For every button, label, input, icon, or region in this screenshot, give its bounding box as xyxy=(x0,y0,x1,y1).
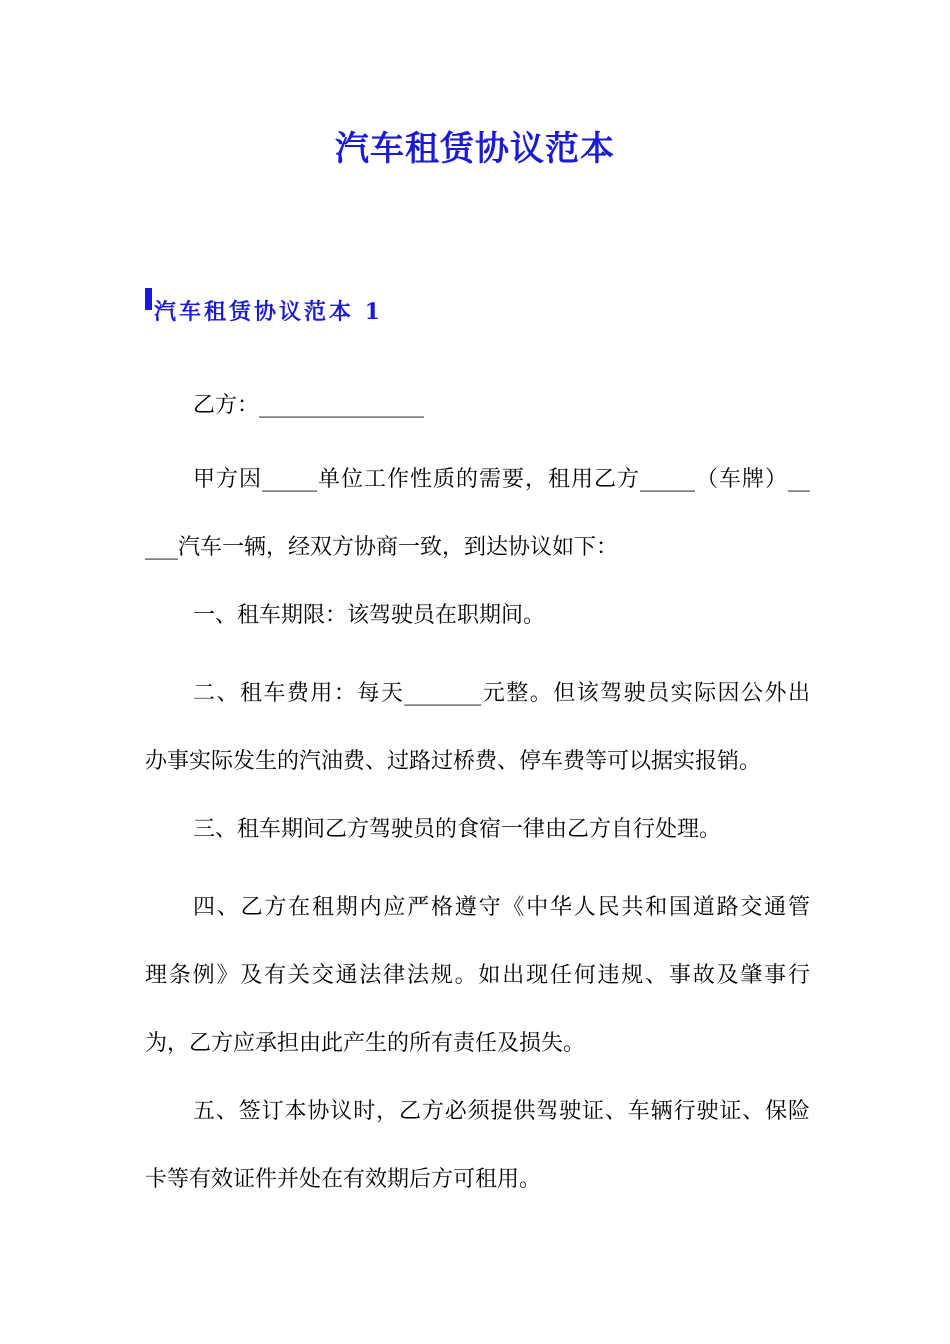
paragraph-line: 为，乙方应承担由此产生的所有责任及损失。 xyxy=(145,1031,586,1056)
paragraph-clause-5 xyxy=(145,1078,810,1214)
paragraph-line: 一、租车期限：该驾驶员在职期间。 xyxy=(193,603,546,628)
paragraph-line: 甲方因_____单位工作性质的需要，租用乙方_____（车牌）__ xyxy=(193,467,810,492)
paragraph-line: 乙方：_______________ xyxy=(193,393,425,418)
section-heading: 汽车租赁协议范本 1 xyxy=(154,299,383,325)
paragraph-line: 卡等有效证件并处在有效期后方可租用。 xyxy=(145,1167,542,1192)
paragraph-clause-4 xyxy=(145,874,810,1078)
paragraph-line: 五、签订本协议时，乙方必须提供驾驶证、车辆行驶证、保险 xyxy=(193,1099,810,1124)
paragraph-line: ___汽车一辆，经双方协商一致，到达协议如下： xyxy=(145,535,619,560)
paragraph-clause-1 xyxy=(145,582,810,650)
paragraph-party-b xyxy=(145,372,810,440)
paragraph-line: 三、租车期间乙方驾驶员的食宿一律由乙方自行处理。 xyxy=(193,817,722,842)
paragraph-intro xyxy=(145,446,810,582)
paragraph-clause-3 xyxy=(145,796,810,864)
paragraph-clause-2 xyxy=(145,660,810,796)
paragraph-line: 四、乙方在租期内应严格遵守《中华人民共和国道路交通管 xyxy=(193,895,810,920)
paragraph-line: 理条例》及有关交通法律法规。如出现任何违规、事故及肇事行 xyxy=(145,963,810,988)
section-marker xyxy=(145,288,152,310)
document-title: 汽车租赁协议范本 xyxy=(335,129,615,169)
paragraph-line: 办事实际发生的汽油费、过路过桥费、停车费等可以据实报销。 xyxy=(145,749,762,774)
paragraph-line: 二、租车费用：每天_______元整。但该驾驶员实际因公外出 xyxy=(193,681,810,706)
